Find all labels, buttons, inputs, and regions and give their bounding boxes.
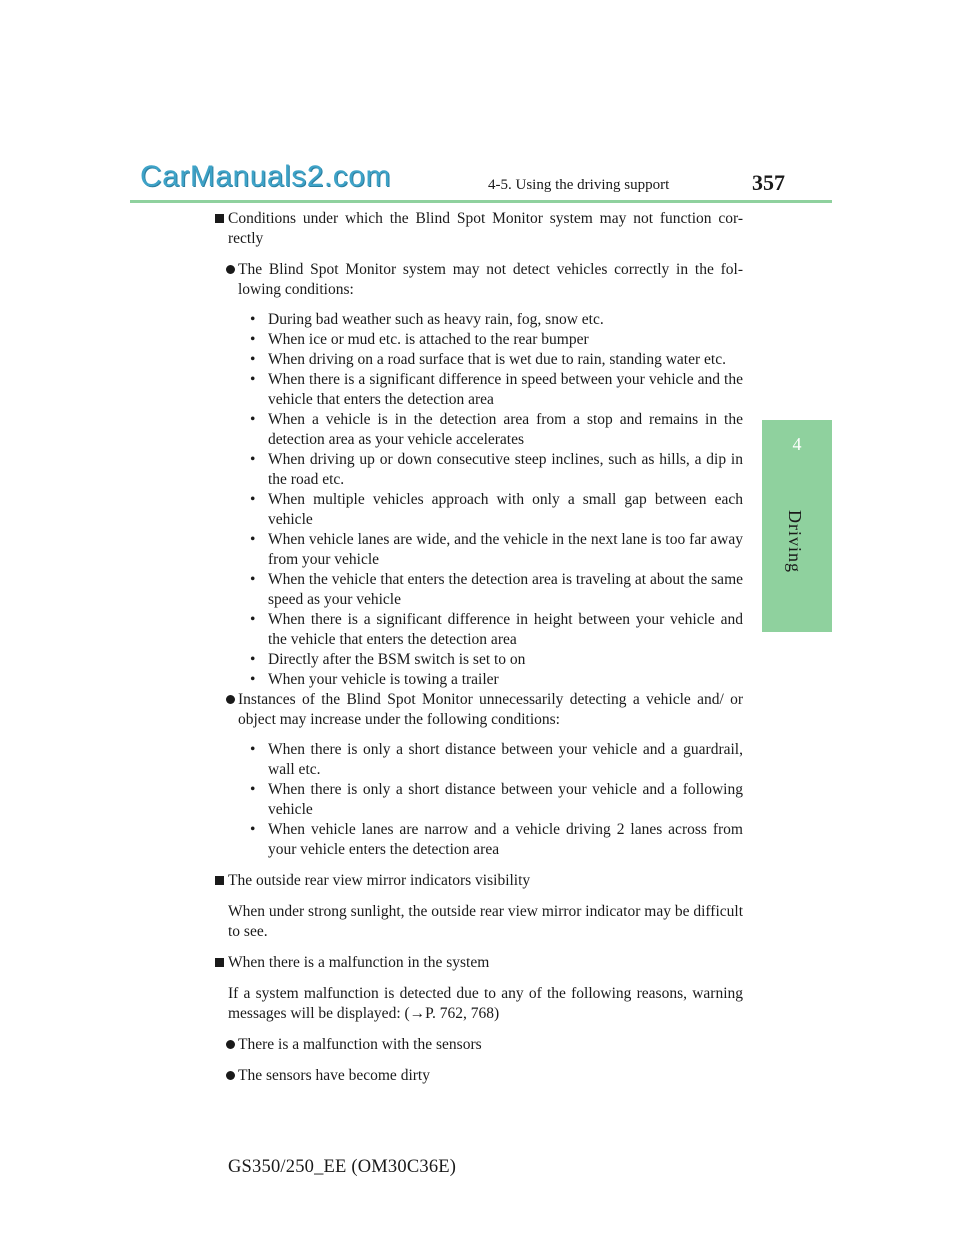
section-heading-conditions: Conditions under which the Blind Spot Monitor system may not function cor-rectly <box>218 209 743 249</box>
bullet-intro-not-detect: The Blind Spot Monitor system may not detect vehicles correctly in the fol-lowing conditions: <box>228 260 743 300</box>
malfunction-reason-dirty: The sensors have become dirty <box>228 1066 743 1086</box>
malfunction-reason-sensors: There is a malfunction with the sensors <box>228 1035 743 1055</box>
list-item: • When driving on a road surface that is wet due to rain, standing water etc. <box>228 350 743 370</box>
list-item: • When ice or mud etc. is attached to the rear bumper <box>228 330 743 350</box>
conditions-list-unnecessary-detect <box>228 740 743 860</box>
mirror-visibility-text: When under strong sunlight, the outside rear view mirror indicator may be difficult to see. <box>228 903 743 940</box>
header-divider <box>130 200 832 203</box>
list-item: • When there is only a short distance between your vehicle and a guardrail, wall etc. <box>228 740 743 780</box>
list-item: • When multiple vehicles approach with only a small gap between each vehicle <box>228 490 743 530</box>
list-item: • When the vehicle that enters the detection area is traveling at about the same speed as your vehicle <box>228 570 743 610</box>
page-content <box>218 209 743 1086</box>
list-item: • During bad weather such as heavy rain, fog, snow etc. <box>228 310 743 330</box>
chapter-label: Driving <box>785 510 805 573</box>
malfunction-text: If a system malfunction is detected due to any of the following reasons, warning messages will be displayed: (→P. 762, 768) <box>228 985 743 1022</box>
page-number: 357 <box>752 170 785 195</box>
watermark-logo: CarManuals2.com <box>140 160 391 193</box>
bullet-intro-unnecessary-detect: Instances of the Blind Spot Monitor unnecessarily detecting a vehicle and/ or object may increase under the following conditions: <box>228 690 743 730</box>
page-header <box>0 0 960 200</box>
model-code-footer: GS350/250_EE (OM30C36E) <box>228 1157 457 1177</box>
chapter-tab <box>762 420 832 632</box>
chapter-number: 4 <box>792 434 802 454</box>
section-heading-malfunction: When there is a malfunction in the system <box>218 953 743 973</box>
list-item: • When vehicle lanes are narrow and a vehicle driving 2 lanes across from your vehicle enters the detection area <box>228 820 743 860</box>
section-heading-mirror-visibility: The outside rear view mirror indicators visibility <box>218 871 743 891</box>
list-item: • When there is only a short distance between your vehicle and a following vehicle <box>228 780 743 820</box>
conditions-list-not-detect <box>228 310 743 690</box>
list-item: • When there is a significant difference in speed between your vehicle and the vehicle that enters the detection area <box>228 370 743 410</box>
list-item: • When driving up or down consecutive steep inclines, such as hills, a dip in the road etc. <box>228 450 743 490</box>
list-item: • When a vehicle is in the detection area from a stop and remains in the detection area as your vehicle accelerates <box>228 410 743 450</box>
list-item: • When there is a significant difference in height between your vehicle and the vehicle that enters the detection area <box>228 610 743 650</box>
list-item: • Directly after the BSM switch is set to on <box>228 650 743 670</box>
section-title: 4-5. Using the driving support <box>488 177 670 193</box>
list-item: • When vehicle lanes are wide, and the vehicle in the next lane is too far away from your vehicle <box>228 530 743 570</box>
list-item: • When your vehicle is towing a trailer <box>228 670 743 690</box>
